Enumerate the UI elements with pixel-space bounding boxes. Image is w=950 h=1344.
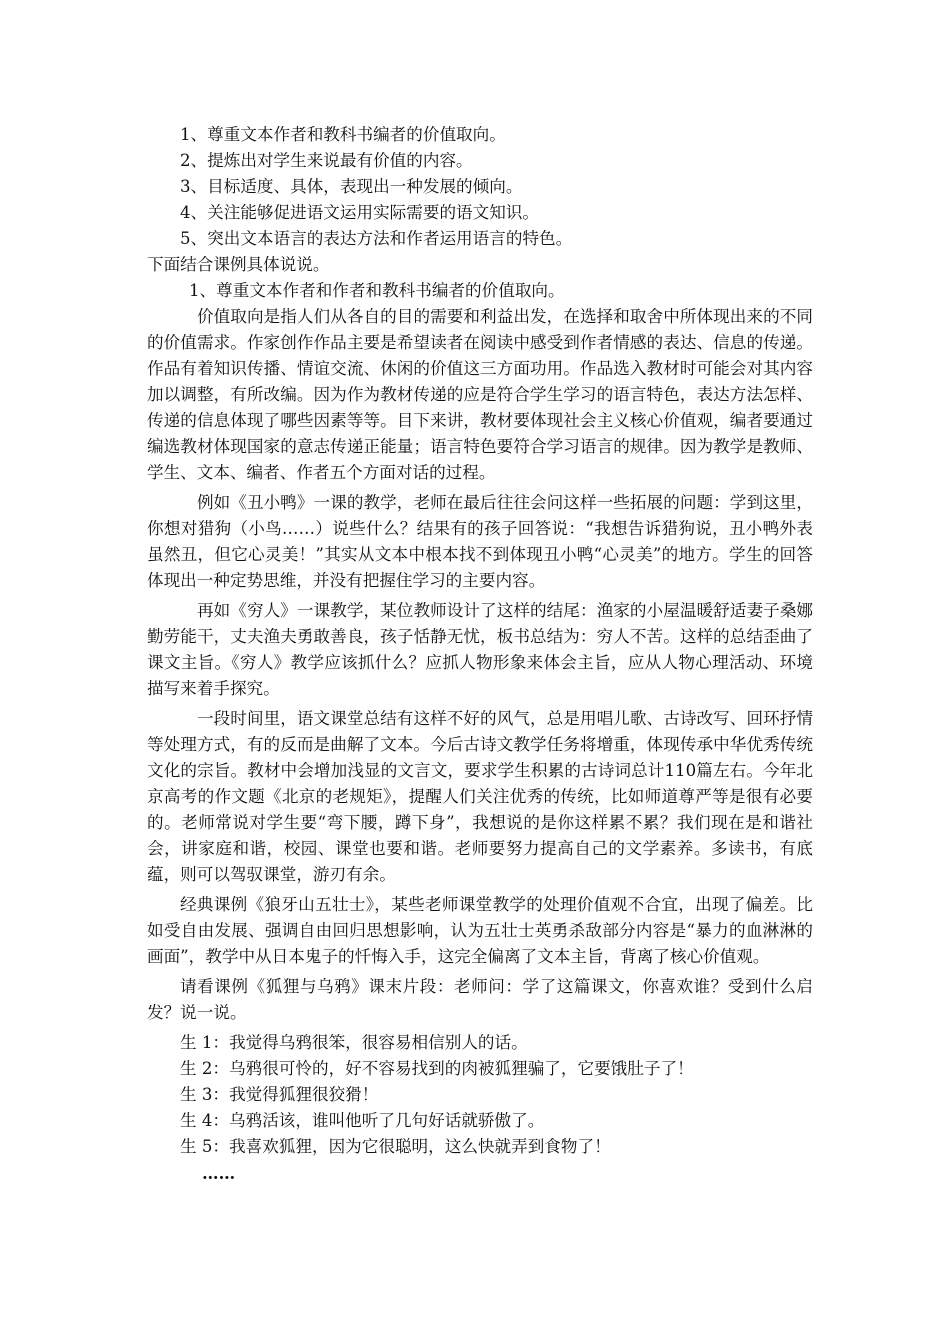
principle-item: 3、目标适度、具体，表现出一种发展的倾向。: [180, 177, 523, 196]
principles-list: [147, 122, 813, 252]
paragraph-value-orientation: 价值取向是指人们从各自的目的需要和利益出发，在选择和取舍中所体现出来的不同的价值需求。作家创作作品主要是希望读者在阅读中感受到作者情感的表达、信息的传递。作品有着知识传播、情谊交流、休闲的价值这三方面功用。作品选入教材时可能会对其内容加以调整，有所改编。因为作为教材传递的应是符合学生学习的语言特色，表达方法怎样、传递的信息体现了哪些因素等等。目下来讲，教材要体现社会主义核心价值观，编者要通过编选教材体现国家的意志传递正能量；语言特色要符合学习语言的规律。因为教学是教师、学生、文本、编者、作者五个方面对话的过程。: [147, 307, 813, 482]
paragraph-classroom-trend: 一段时间里，语文课堂总结有这样不好的风气，总是用唱儿歌、古诗改写、回环抒情等处理方式，有的反而是曲解了文本。今后古诗文教学任务将增重，体现传承中华优秀传统文化的宗旨。教材中会增加浅显的文言文，要求学生积累的古诗词总计110篇左右。今年北京高考的作文题《北京的老规矩》，提醒人们关注优秀的传统，比如师道尊严等是很有必要的。老师常说对学生要“弯下腰，蹲下身”，我想说的是你这样累不累？我们现在是和谐社会，讲家庭和谐，校园、课堂也要和谐。老师要努力提高自己的文学素养。多读书，有底蕴，则可以驾驭课堂，游刃有余。: [147, 709, 813, 884]
principle-item: 1、尊重文本作者和教科书编者的价值取向。: [180, 125, 506, 144]
student-answer: 生 2：乌鸦很可怜的，好不容易找到的肉被狐狸骗了，它要饿肚子了！: [180, 1059, 694, 1078]
paragraph-fox-crow: 请看课例《狐狸与乌鸦》课末片段：老师问：学了这篇课文，你喜欢谁？受到什么启发？说一说。: [147, 977, 813, 1022]
principle-item: 2、提炼出对学生来说最有价值的内容。: [180, 151, 473, 170]
ellipsis: ……: [202, 1163, 236, 1183]
document-page: [147, 122, 813, 1186]
student-answer: 生 5：我喜欢狐狸，因为它很聪明，这么快就弄到食物了！: [180, 1137, 611, 1156]
student-answer: 生 1：我觉得乌鸦很笨，很容易相信别人的话。: [180, 1033, 528, 1052]
student-answer: 生 3：我觉得狐狸很狡猾！: [180, 1085, 379, 1104]
student-answer: 生 4：乌鸦活该，谁叫他听了几句好话就骄傲了。: [180, 1111, 545, 1130]
paragraph-ugly-duckling: 例如《丑小鸭》一课的教学，老师在最后往往会问这样一些拓展的问题：学到这里，你想对猎狗（小鸟……）说些什么？结果有的孩子回答说：“我想告诉猎狗说，丑小鸭外表虽然丑，但它心灵美！”其实从文本中根本找不到体现丑小鸭“心灵美”的地方。学生的回答体现出一种定势思维，并没有把握住学习的主要内容。: [147, 493, 813, 590]
paragraph-poor-people: 再如《穷人》一课教学，某位教师设计了这样的结尾：渔家的小屋温暖舒适妻子桑娜勤劳能干，丈夫渔夫勇敢善良，孩子恬静无忧，板书总结为：穷人不苦。这样的总结歪曲了课文主旨。《穷人》教学应该抓什么？应抓人物形象来体会主旨，应从人物心理活动、环境描写来着手探究。: [147, 601, 813, 698]
intro-line: 下面结合课例具体说说。: [147, 255, 330, 274]
principle-item: 5、突出文本语言的表达方法和作者运用语言的特色。: [180, 229, 573, 248]
paragraph-five-heroes: 经典课例《狼牙山五壮士》，某些老师课堂教学的处理价值观不合宜，出现了偏差。比如受自由发展、强调自由回归思想影响，认为五壮士英勇杀敌部分内容是“暴力的血淋淋的画面”，教学中从日本鬼子的忏悔入手，这完全偏离了文本主旨，背离了核心价值观。: [147, 895, 813, 966]
principle-item: 4、关注能够促进语文运用实际需要的语文知识。: [180, 203, 540, 222]
student-dialogue: [147, 1030, 813, 1160]
section-heading: 1、尊重文本作者和作者和教科书编者的价值取向。: [189, 281, 565, 300]
